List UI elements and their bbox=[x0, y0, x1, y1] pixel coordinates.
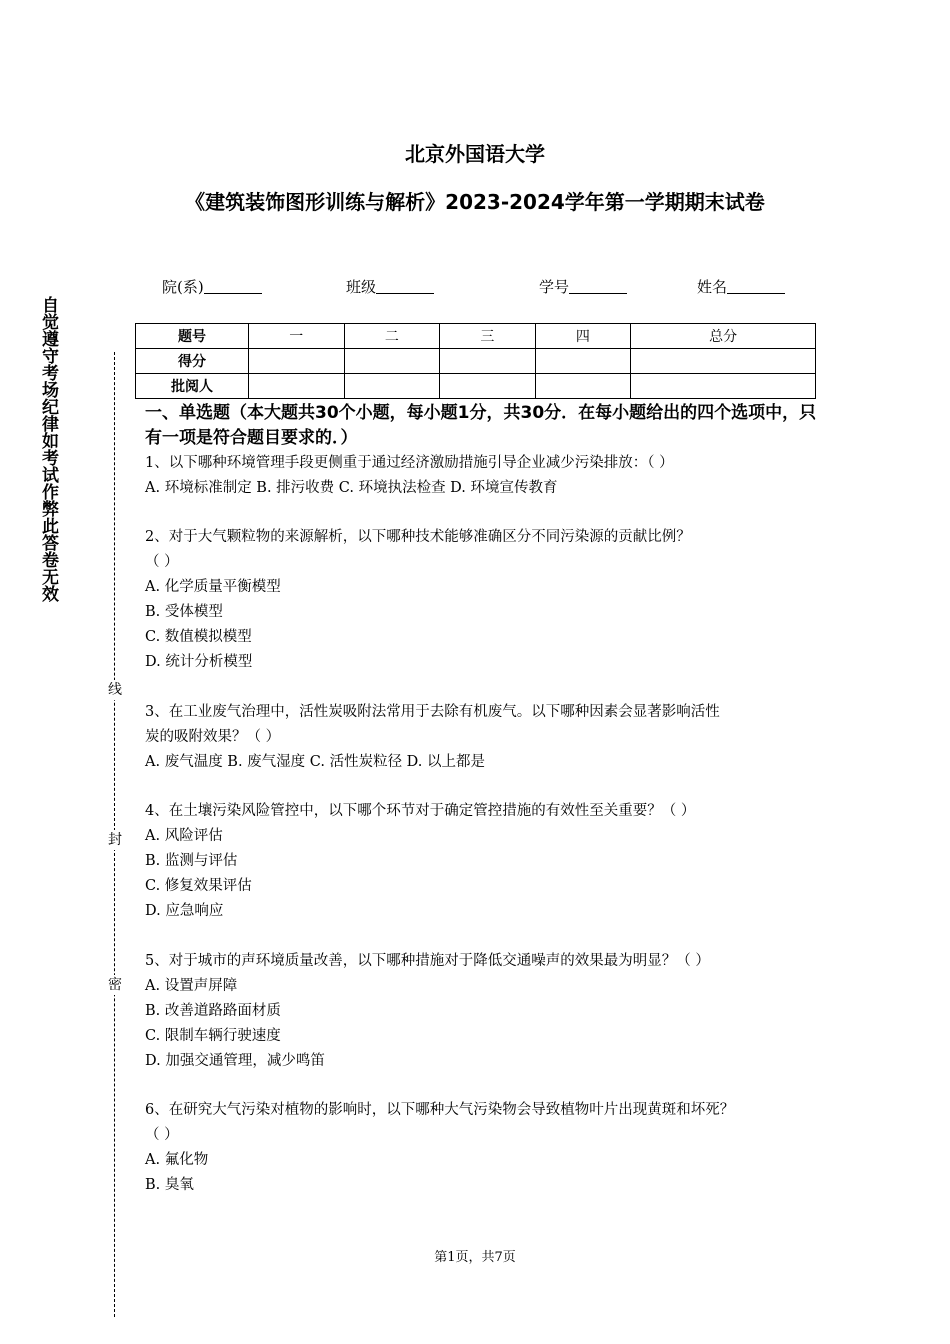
score-row-label: 得分 bbox=[136, 349, 249, 374]
score-header-cell: 四 bbox=[535, 324, 631, 349]
score-header-cell: 总分 bbox=[631, 324, 816, 349]
info-department-blank[interactable] bbox=[204, 278, 262, 294]
question-3 bbox=[145, 700, 825, 775]
info-student-id-label: 学号 bbox=[539, 278, 570, 296]
question-5-stem: 5、对于城市的声环境质量改善，以下哪种措施对于降低交通噪声的效果最为明显？（ ） bbox=[145, 953, 710, 969]
question-6-stem-cont: （ ） bbox=[145, 1127, 179, 1143]
grader-cell[interactable] bbox=[440, 374, 536, 399]
question-5-option-a[interactable]: A. 设置声屏障 bbox=[145, 978, 238, 994]
score-header-cell: 三 bbox=[440, 324, 536, 349]
question-4-option-b[interactable]: B. 监测与评估 bbox=[145, 853, 238, 869]
score-header-cell: 题号 bbox=[136, 324, 249, 349]
grader-cell[interactable] bbox=[249, 374, 345, 399]
question-2-option-d[interactable]: D. 统计分析模型 bbox=[145, 654, 253, 670]
info-name-blank[interactable] bbox=[727, 278, 785, 294]
info-student-id bbox=[539, 276, 627, 297]
question-3-stem-cont: 炭的吸附效果？（ ） bbox=[145, 729, 281, 745]
grader-cell[interactable] bbox=[535, 374, 631, 399]
question-6-option-b[interactable]: B. 臭氧 bbox=[145, 1177, 194, 1193]
info-student-id-blank[interactable] bbox=[569, 278, 627, 294]
score-cell[interactable] bbox=[631, 349, 816, 374]
question-4-stem: 4、在土壤污染风险管控中，以下哪个环节对于确定管控措施的有效性至关重要？（ ） bbox=[145, 803, 696, 819]
info-name-label: 姓名 bbox=[697, 278, 728, 296]
question-6 bbox=[145, 1098, 825, 1198]
score-cell[interactable] bbox=[344, 349, 440, 374]
score-table-score-row bbox=[136, 349, 816, 374]
section-one-heading: 一、单选题（本大题共30个小题，每小题1分，共30分．在每小题给出的四个选项中，只有一项是符合题目要求的．） bbox=[145, 403, 817, 448]
info-class-label: 班级 bbox=[346, 278, 377, 296]
exam-title: 《建筑装饰图形训练与解析》2023-2024学年第一学期期末试卷 bbox=[185, 190, 765, 214]
question-3-stem: 3、在工业废气治理中，活性炭吸附法常用于去除有机废气。以下哪种因素会显著影响活性 bbox=[145, 704, 720, 720]
question-2-option-c[interactable]: C. 数值模拟模型 bbox=[145, 629, 252, 645]
question-1-stem: 1、以下哪种环境管理手段更侧重于通过经济激励措施引导企业减少污染排放：（ ） bbox=[145, 455, 674, 471]
info-class-blank[interactable] bbox=[376, 278, 434, 294]
info-department-label: 院(系) bbox=[162, 278, 204, 296]
question-4-option-c[interactable]: C. 修复效果评估 bbox=[145, 878, 252, 894]
question-2-option-a[interactable]: A. 化学质量平衡模型 bbox=[145, 579, 281, 595]
question-2-stem-cont: （ ） bbox=[145, 554, 179, 570]
university-title: 北京外国语大学 bbox=[405, 142, 545, 166]
binding-mark-seal: 封 bbox=[105, 830, 125, 850]
question-2-stem: 2、对于大气颗粒物的来源解析，以下哪种技术能够准确区分不同污染源的贡献比例？ bbox=[145, 529, 691, 545]
question-4-option-d[interactable]: D. 应急响应 bbox=[145, 903, 224, 919]
exam-rules-notice: 自觉遵守考场纪律如考试作弊此答卷无效 bbox=[38, 296, 58, 602]
question-3-options[interactable]: A. 废气温度 B. 废气湿度 C. 活性炭粒径 D. 以上都是 bbox=[145, 754, 486, 770]
info-name bbox=[697, 276, 785, 297]
question-4 bbox=[145, 799, 825, 924]
score-cell[interactable] bbox=[535, 349, 631, 374]
question-1-options[interactable]: A. 环境标准制定 B. 排污收费 C. 环境执法检查 D. 环境宣传教育 bbox=[145, 480, 558, 496]
score-header-cell: 一 bbox=[249, 324, 345, 349]
question-1 bbox=[145, 451, 825, 501]
score-table-header-row bbox=[136, 324, 816, 349]
question-5-option-d[interactable]: D. 加强交通管理，减少鸣笛 bbox=[145, 1053, 325, 1069]
grader-row-label: 批阅人 bbox=[136, 374, 249, 399]
score-table-grader-row bbox=[136, 374, 816, 399]
score-table bbox=[135, 323, 816, 399]
question-5-option-b[interactable]: B. 改善道路路面材质 bbox=[145, 1003, 281, 1019]
question-6-option-a[interactable]: A. 氟化物 bbox=[145, 1152, 209, 1168]
question-5-option-c[interactable]: C. 限制车辆行驶速度 bbox=[145, 1028, 281, 1044]
score-cell[interactable] bbox=[440, 349, 536, 374]
page-number: 第1页，共7页 bbox=[434, 1250, 516, 1265]
binding-mark-line: 线 bbox=[105, 680, 125, 700]
grader-cell[interactable] bbox=[631, 374, 816, 399]
info-class bbox=[346, 276, 434, 297]
question-5 bbox=[145, 949, 825, 1074]
question-2-option-b[interactable]: B. 受体模型 bbox=[145, 604, 223, 620]
grader-cell[interactable] bbox=[344, 374, 440, 399]
score-header-cell: 二 bbox=[344, 324, 440, 349]
score-cell[interactable] bbox=[249, 349, 345, 374]
question-4-option-a[interactable]: A. 风险评估 bbox=[145, 828, 223, 844]
info-department bbox=[162, 276, 262, 297]
question-2 bbox=[145, 525, 825, 675]
binding-mark-secret: 密 bbox=[105, 975, 125, 995]
question-6-stem: 6、在研究大气污染对植物的影响时，以下哪种大气污染物会导致植物叶片出现黄斑和坏死？ bbox=[145, 1102, 735, 1118]
